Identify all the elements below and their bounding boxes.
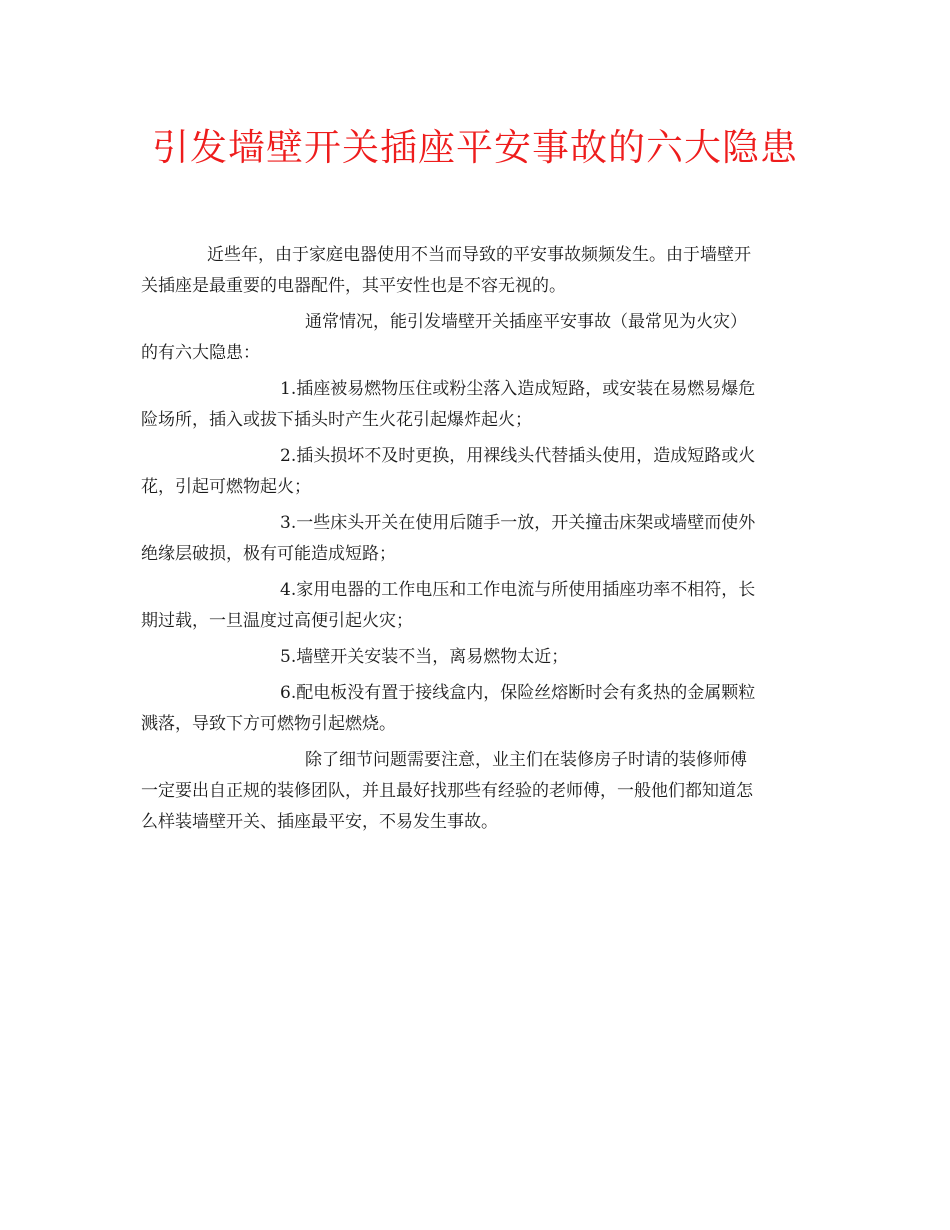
paragraph-line: 3.一些床头开关在使用后随手一放，开关撞击床架或墙壁而使外 (280, 513, 756, 533)
paragraph-line: 关插座是最重要的电器配件，其平安性也是不容无视的。 (141, 276, 566, 296)
paragraph-line: 近些年，由于家庭电器使用不当而导致的平安事故频频发生。由于墙壁开 (207, 245, 751, 265)
paragraph-line: 溅落，导致下方可燃物引起燃烧。 (141, 714, 396, 734)
paragraph-line: 绝缘层破损，极有可能造成短路； (141, 544, 396, 564)
paragraph-line: 5.墙壁开关安装不当，离易燃物太近； (280, 647, 569, 667)
paragraph-line: 期过载，一旦温度过高便引起火灾； (141, 611, 413, 631)
hazard-item-1 (141, 374, 811, 436)
paragraph-intro (141, 240, 811, 302)
paragraph-conclusion (141, 745, 811, 838)
document-title: 引发墙壁开关插座平安事故的六大隐患 (152, 126, 798, 169)
paragraph-line: 6.配电板没有置于接线盒内，保险丝熔断时会有炙热的金属颗粒 (280, 683, 756, 703)
hazard-item-4 (141, 575, 811, 637)
hazard-item-2 (141, 441, 811, 503)
paragraph-line: 么样装墙壁开关、插座最平安，不易发生事故。 (141, 812, 498, 832)
paragraph-line: 险场所，插入或拔下插头时产生火花引起爆炸起火； (141, 410, 532, 430)
hazard-item-3 (141, 508, 811, 570)
hazard-item-6 (141, 678, 811, 740)
paragraph-overview (141, 307, 811, 369)
paragraph-line: 4.家用电器的工作电压和工作电流与所使用插座功率不相符，长 (280, 580, 756, 600)
paragraph-line: 除了细节问题需要注意，业主们在装修房子时请的装修师傅 (305, 750, 747, 770)
paragraph-line: 通常情况，能引发墙壁开关插座平安事故（最常见为火灾） (305, 312, 747, 332)
paragraph-line: 1.插座被易燃物压住或粉尘落入造成短路，或安装在易燃易爆危 (280, 379, 756, 399)
hazard-item-5 (141, 642, 811, 673)
paragraph-line: 一定要出自正规的装修团队，并且最好找那些有经验的老师傅，一般他们都知道怎 (141, 781, 753, 801)
paragraph-line: 的有六大隐患： (141, 343, 260, 363)
paragraph-line: 花，引起可燃物起火； (141, 477, 311, 497)
document-body (141, 240, 811, 843)
paragraph-line: 2.插头损坏不及时更换，用裸线头代替插头使用，造成短路或火 (280, 446, 756, 466)
